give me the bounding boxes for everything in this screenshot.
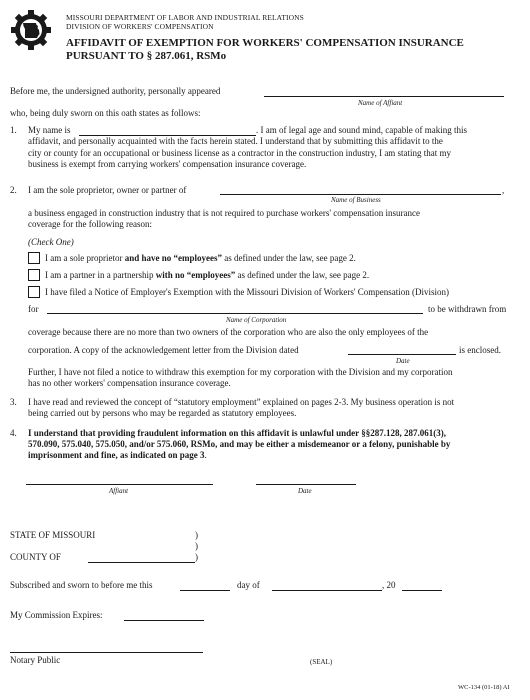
paren-1: ): [195, 530, 198, 540]
further-line2: has no other workers' compensation insurance coverage.: [28, 378, 231, 388]
item1-line1: . I am of legal age and sound mind, capable of making this: [256, 125, 467, 135]
affiant-name-field[interactable]: [264, 96, 504, 97]
item4-line3: imprisonment and fine, as indicated on page 3.: [28, 450, 207, 460]
sworn-text: who, being duly sworn on this oath states as follows:: [10, 108, 201, 118]
county-field[interactable]: [88, 562, 195, 563]
paren-2: ): [195, 541, 198, 551]
paren-3: ): [195, 552, 198, 562]
notary-signature-line[interactable]: [10, 652, 203, 653]
item2-lead: I am the sole proprietor, owner or partner of: [28, 185, 187, 195]
day-of-label: day of: [237, 580, 260, 590]
month-field[interactable]: [272, 590, 382, 591]
further-line1: Further, I have not filed a notice to withdraw this exemption for my corporation with the Division and my corporation: [28, 367, 453, 377]
partnership-checkbox[interactable]: [28, 269, 40, 281]
business-caption: Name of Business: [331, 196, 381, 204]
enclosed-label: is enclosed.: [459, 345, 501, 355]
option-corporation: I have filed a Notice of Employer's Exemption with the Missouri Division of Workers' Compensation (Division): [45, 287, 450, 297]
item1-line4: business is exempt from carrying workers' compensation insurance coverage.: [28, 159, 307, 169]
subscribed-text: Subscribed and sworn to before me this: [10, 580, 153, 590]
commission-expires-field[interactable]: [124, 620, 204, 621]
day-field[interactable]: [180, 590, 230, 591]
county-label: COUNTY OF: [10, 552, 61, 562]
business-name-field[interactable]: [220, 194, 501, 195]
copy-line: corporation. A copy of the acknowledgement letter from the Division dated: [28, 345, 299, 355]
commission-label: My Commission Expires:: [10, 610, 103, 620]
department-name: MISSOURI DEPARTMENT OF LABOR AND INDUSTRIAL RELATIONS: [66, 13, 304, 22]
item4-line2: 570.090, 575.040, 575.050, and/or 575.060, RSMo, and may be either a misdemeanor or a felony, punishable by: [28, 439, 451, 449]
form-title: AFFIDAVIT OF EXEMPTION FOR WORKERS' COMPENSATION INSURANCE: [66, 37, 464, 49]
check-one-label: (Check One): [28, 237, 74, 247]
year-prefix: , 20: [382, 580, 396, 590]
year-field[interactable]: [402, 590, 442, 591]
missouri-gear-seal-icon: [10, 9, 52, 51]
form-id: WC-134 (01-18) AI: [458, 684, 510, 691]
notary-public-label: Notary Public: [10, 655, 61, 665]
item2-line2: a business engaged in construction industry that is not required to purchase workers' compensation insurance: [28, 208, 421, 218]
withdrawn-label: to be withdrawn from: [428, 304, 507, 314]
sig-date-caption: Date: [298, 487, 312, 495]
corporation-name-field[interactable]: [47, 313, 423, 314]
coverage-line: coverage because there are no more than two owners of the corporation who are also the only employees of the: [28, 327, 429, 337]
item3-line2: being carried out by persons who may be regarded as statutory employees.: [28, 408, 297, 418]
item1-lead: My name is: [28, 125, 71, 135]
state-label: STATE OF MISSOURI: [10, 530, 96, 540]
affiant-sig-caption: Affiant: [109, 487, 129, 495]
item2-line3: coverage for the following reason:: [28, 219, 152, 229]
item3-line1: I have read and reviewed the concept of “statutory employment” explained on pages 2-3. My business operation is not: [28, 397, 455, 407]
sole-proprietor-checkbox[interactable]: [28, 252, 40, 264]
item1-number: 1.: [10, 125, 17, 135]
corporation-caption: Name of Corporation: [226, 316, 287, 324]
option-sole-proprietor: I am a sole proprietor and have no “employees” as defined under the law, see page 2.: [45, 253, 356, 263]
item1-line2: affidavit, and personally acquainted with the facts herein stated. I understand that by submitting this affidavit to the: [28, 136, 443, 146]
item4-line1: I understand that providing fraudulent information on this affidavit is unlawful under §§287.128, 287.061(3),: [28, 428, 446, 438]
division-name: DIVISION OF WORKERS' COMPENSATION: [66, 22, 214, 31]
before-me-text: Before me, the undersigned authority, personally appeared: [10, 86, 221, 96]
seal-label: (SEAL): [310, 658, 333, 666]
affiant-caption: Name of Affiant: [358, 99, 403, 107]
item3-number: 3.: [10, 397, 17, 407]
corporation-exemption-checkbox[interactable]: [28, 286, 40, 298]
item2-comma: ,: [502, 185, 505, 195]
date-caption: Date: [396, 357, 410, 365]
item4-number: 4.: [10, 428, 17, 438]
affiant-signature-line[interactable]: [26, 484, 213, 485]
item2-number: 2.: [10, 185, 17, 195]
acknowledgement-date-field[interactable]: [348, 354, 456, 355]
form-subtitle: PURSUANT TO § 287.061, RSMo: [66, 50, 227, 62]
option-partnership: I am a partner in a partnership with no “employees” as defined under the law, see page 2.: [45, 270, 370, 280]
signature-date-line[interactable]: [256, 484, 356, 485]
item1-line3: city or county for an occupational or business license as a contractor in the construction industry, I am stating that my: [28, 148, 452, 158]
for-label: for: [28, 304, 39, 314]
